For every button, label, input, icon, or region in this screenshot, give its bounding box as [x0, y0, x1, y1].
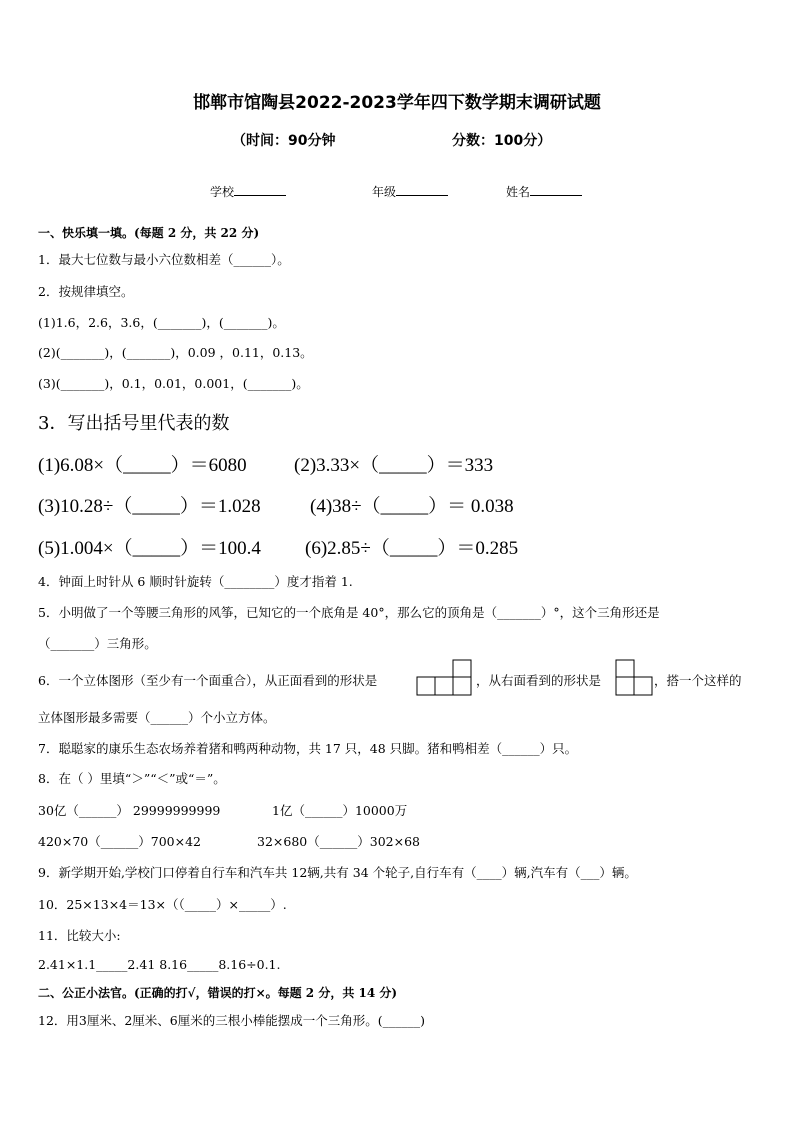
question-6-part-b: ，从右面看到的形状是: [476, 673, 602, 688]
grade-blank[interactable]: [396, 183, 448, 196]
right-view-figure: [615, 659, 655, 697]
name-field[interactable]: [506, 183, 582, 200]
page-title: 邯郸市馆陶县2022-2023学年四下数学期末调研试题: [193, 93, 601, 113]
question-8: 8．在（ ）里填“＞”“＜”或“＝”。: [38, 771, 226, 786]
question-5-line-2: （_______）三角形。: [38, 636, 157, 651]
question-2-part-1: (1)1.6，2.6，3.6，(_______)，(_______)。: [38, 315, 285, 330]
question-3-part-4: (4)38÷（_____）＝ 0.038: [310, 496, 514, 517]
question-8-row-1-left: 30亿（______） 29999999999: [38, 803, 221, 818]
question-5-line-1: 5．小明做了一个等腰三角形的风筝，已知它的一个底角是 40°，那么它的顶角是（_______）°，这个三角形还是: [38, 605, 660, 620]
question-4: 4．钟面上时针从 6 顺时针旋转（________）度才指着 1.: [38, 574, 353, 589]
front-view-figure: [416, 659, 474, 697]
grade-label: 年级: [372, 185, 397, 199]
school-label: 学校: [210, 185, 235, 199]
question-10: 10．25×13×4＝13×（（_____）×_____）.: [38, 897, 287, 912]
grade-field[interactable]: [372, 183, 448, 200]
question-6-part-d: 立体图形最多需要（______）个小立方体。: [38, 710, 276, 725]
question-8-row-2-right: 32×680（______）302×68: [257, 834, 420, 849]
question-8-row-2-left: 420×70（______）700×42: [38, 834, 201, 849]
question-6-part-c: ，搭一个这样的: [654, 673, 742, 688]
question-3: 3．写出括号里代表的数: [38, 413, 230, 434]
question-8-row-1-right: 1亿（______）10000万: [272, 803, 408, 818]
question-11: 11．比较大小:: [38, 928, 121, 943]
school-field[interactable]: [210, 183, 286, 200]
question-6-part-a: 6．一个立体图形（至少有一个面重合），从正面看到的形状是: [38, 673, 378, 688]
question-3-part-5: (5)1.004×（_____）＝100.4: [38, 538, 261, 559]
section-1-heading: 一、快乐填一填。(每题 2 分，共 22 分): [38, 226, 260, 240]
question-12: 12．用3厘米、2厘米、6厘米的三根小棒能摆成一个三角形。(______): [38, 1013, 426, 1028]
question-3-part-1: (1)6.08×（_____）＝6080: [38, 455, 247, 476]
name-label: 姓名: [506, 185, 531, 199]
name-blank[interactable]: [530, 183, 582, 196]
question-9: 9．新学期开始,学校门口停着自行车和汽车共 12辆,共有 34 个轮子,自行车有（____）辆,汽车有（___）辆。: [38, 865, 637, 880]
exam-time: （时间：90分钟: [232, 133, 336, 149]
question-3-part-2: (2)3.33×（_____）＝333: [294, 455, 494, 476]
exam-score: 分数：100分）: [452, 133, 552, 149]
section-2-heading: 二、公正小法官。(正确的打√，错误的打×。每题 2 分，共 14 分): [38, 986, 398, 1000]
question-7: 7．聪聪家的康乐生态农场养着猪和鸭两种动物，共 17 只，48 只脚。猪和鸭相差（______）只。: [38, 741, 578, 756]
question-3-part-3: (3)10.28÷（_____）＝1.028: [38, 496, 261, 517]
question-2-part-3: (3)(_______)，0.1，0.01，0.001，(_______)。: [38, 376, 309, 391]
school-blank[interactable]: [234, 183, 286, 196]
question-11-row: 2.41×1.1_____2.41 8.16_____8.16÷0.1.: [38, 957, 281, 972]
question-1: 1．最大七位数与最小六位数相差（______）。: [38, 252, 290, 267]
question-2: 2．按规律填空。: [38, 284, 134, 299]
question-3-part-6: (6)2.85÷（_____）＝0.285: [305, 538, 519, 559]
question-2-part-2: (2)(_______)，(_______)，0.09 ，0.11，0.13。: [38, 345, 313, 360]
